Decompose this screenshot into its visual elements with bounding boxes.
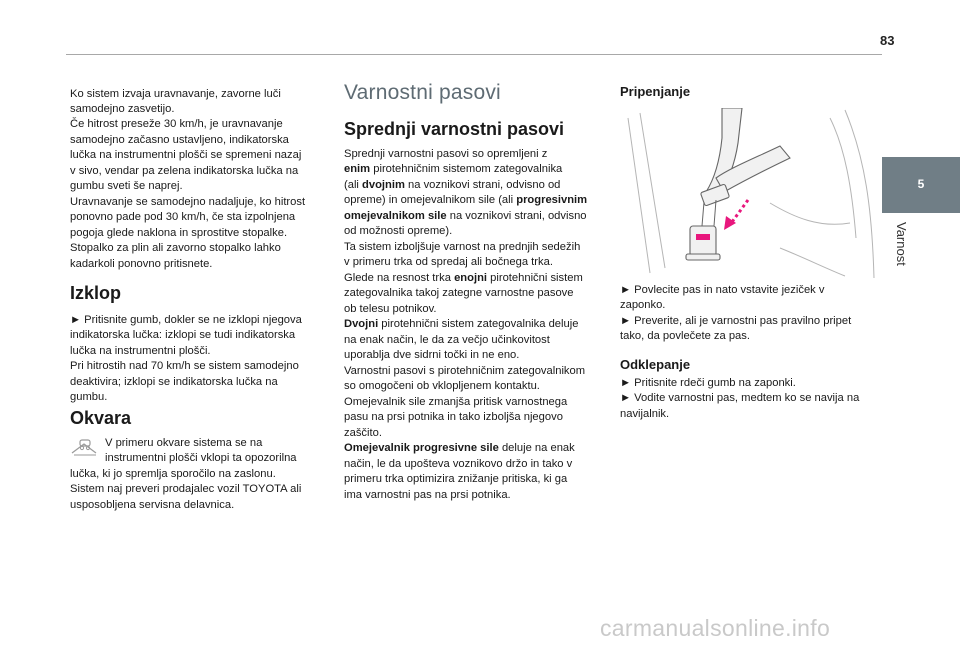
body-line: od možnosti opreme). bbox=[344, 225, 453, 237]
bold-text: Dvojni bbox=[344, 318, 379, 330]
heading-front-belts: Sprednji varnostni pasovi bbox=[344, 119, 565, 139]
body-line: Uravnavanje se samodejno nadaljuje, ko hitrost bbox=[70, 196, 306, 208]
body-line: način, le da upošteva voznikovo držo in tako v bbox=[344, 458, 573, 470]
body-line: zategovalnika takoj zategne varnostne pasove bbox=[344, 287, 574, 299]
text: (ali bbox=[344, 179, 363, 191]
body-line: Ko sistem izvaja uravnavanje, zavorne luči bbox=[70, 88, 281, 100]
body-line: samodejno začasno ustavljeno, indikatorska bbox=[70, 134, 289, 146]
body-line bbox=[344, 317, 578, 332]
body-line: Sprednji varnostni pasovi so opremljeni z bbox=[344, 148, 548, 160]
body-line: ► Vodite varnostni pas, medtem ko se navija na bbox=[620, 392, 860, 404]
body-line: lučka na instrumentni plošči se spremeni nazaj bbox=[70, 149, 302, 161]
body-line: deaktivira; izklopi se indikatorska lučka na bbox=[70, 376, 278, 388]
body-line bbox=[344, 193, 587, 208]
body-line: indikatorska lučka: izklopi se tudi indikatorska bbox=[70, 329, 296, 341]
body-line: zaponko. bbox=[620, 299, 666, 311]
body-line: ► Pritisnite gumb, dokler se ne izklopi njegova bbox=[70, 314, 302, 326]
body-line: gumbu sveti še naprej. bbox=[70, 180, 183, 192]
body-line: pasu na prsi potnika in tako izboljša njegovo bbox=[344, 411, 563, 423]
chapter-tab[interactable] bbox=[882, 157, 960, 213]
heading-odklepanje: Odklepanje bbox=[620, 357, 691, 372]
heading-pripenjanje: Pripenjanje bbox=[620, 84, 691, 99]
body-line: Če hitrost preseže 30 km/h, je uravnavanje bbox=[70, 118, 283, 130]
hill-assist-warning-icon bbox=[70, 437, 100, 457]
heading-okvara: Okvara bbox=[70, 408, 132, 428]
chapter-number: 5 bbox=[917, 177, 925, 191]
body-line: instrumentni plošči vklopi ta opozorilna bbox=[105, 452, 297, 464]
body-line: V primeru okvare sistema se na bbox=[105, 437, 263, 449]
bold-text: omejevalnikom sile bbox=[344, 210, 447, 222]
body-line: Stopalko za plin ali zavorno stopalko lahko bbox=[70, 242, 281, 254]
body-line bbox=[344, 178, 560, 193]
body-line bbox=[344, 441, 575, 456]
watermark: carmanualsonline.info bbox=[600, 615, 831, 641]
bold-text: Omejevalnik progresivne sile bbox=[344, 442, 499, 454]
body-line: samodejno zasvetijo. bbox=[70, 103, 175, 115]
page-title: Varnostni pasovi bbox=[344, 81, 501, 104]
bold-text: dvojnim bbox=[362, 179, 405, 191]
body-line: lučka na instrumentni plošči. bbox=[70, 345, 211, 357]
bold-text: progresivnim bbox=[516, 194, 588, 206]
text: na voznikovi strani, odvisno od bbox=[404, 179, 561, 191]
body-line: ► Pritisnite rdeči gumb na zaponki. bbox=[620, 377, 796, 389]
text: Glede na resnost trka bbox=[344, 272, 455, 284]
text: pirotehnični sistem bbox=[487, 272, 583, 284]
body-line: ponovno pade pod 30 km/h, če sta izpolnjena bbox=[70, 211, 296, 223]
body-line: ► Povlecite pas in nato vstavite jeziček v bbox=[620, 284, 825, 296]
chapter-side-label bbox=[893, 222, 913, 280]
body-line: so omogočeni ob vklopljenem kontaktu. bbox=[344, 380, 540, 392]
body-line: primeru trka optimizira znižanje pritiska, ki ga bbox=[344, 473, 568, 485]
body-line: ► Preverite, ali je varnostni pas pravilno pripet bbox=[620, 315, 852, 327]
body-line: Varnostni pasovi s pirotehničnim zategovalnikom bbox=[344, 365, 586, 377]
body-line: tako, da povlečete za pas. bbox=[620, 330, 750, 342]
seatbelt-buckle-illustration bbox=[620, 108, 882, 280]
text: na voznikovi strani, odvisno bbox=[446, 210, 587, 222]
body-line: zaščito. bbox=[344, 427, 382, 439]
heading-izklop: Izklop bbox=[70, 283, 122, 303]
body-line bbox=[344, 162, 562, 177]
body-line: usposobljena servisna delavnica. bbox=[70, 499, 235, 511]
body-line: v primeru trka od spredaj ali bočnega trka. bbox=[344, 256, 553, 268]
body-line: gumbu. bbox=[70, 391, 108, 403]
body-line: kadarkoli ponovno pritisnete. bbox=[70, 258, 213, 270]
text: deluje na enak bbox=[498, 442, 575, 454]
page-number: 83 bbox=[880, 33, 895, 48]
text: pirotehnični sistem zategovalnika deluje bbox=[378, 318, 579, 330]
body-line: ima varnostni pas na prsi potnika. bbox=[344, 489, 511, 501]
header-divider bbox=[66, 54, 882, 55]
chapter-title: Varnost bbox=[894, 222, 909, 266]
body-line: ob telesu potnikov. bbox=[344, 303, 437, 315]
body-line: na enak način, le da za večjo učinkovitost bbox=[344, 334, 550, 346]
body-line: Sistem naj preveri prodajalec vozil TOYOTA ali bbox=[70, 483, 302, 495]
bold-text: enojni bbox=[454, 272, 488, 284]
body-line bbox=[344, 209, 587, 224]
body-line: uporablja dve sidrni točki in ne eno. bbox=[344, 349, 520, 361]
bold-text: enim bbox=[344, 163, 371, 175]
body-line: pogoja glede naklona in sprostitve stopalke. bbox=[70, 227, 288, 239]
body-line bbox=[344, 271, 583, 286]
body-line: navijalnik. bbox=[620, 408, 670, 420]
body-line: Ta sistem izboljšuje varnost na prednjih sedežih bbox=[344, 241, 581, 253]
text: pirotehničnim sistemom zategovalnika bbox=[370, 163, 563, 175]
text: opreme) in omejevalnikom sile (ali bbox=[344, 194, 517, 206]
body-line: Omejevalnik sile zmanjša pritisk varnostnega bbox=[344, 396, 568, 408]
body-line: Pri hitrostih nad 70 km/h se sistem samodejno bbox=[70, 360, 299, 372]
body-line: lučka, ki jo spremlja sporočilo na zaslonu. bbox=[70, 468, 276, 480]
body-line: v sivo, vendar pa zelena indikatorska lučka na bbox=[70, 165, 299, 177]
